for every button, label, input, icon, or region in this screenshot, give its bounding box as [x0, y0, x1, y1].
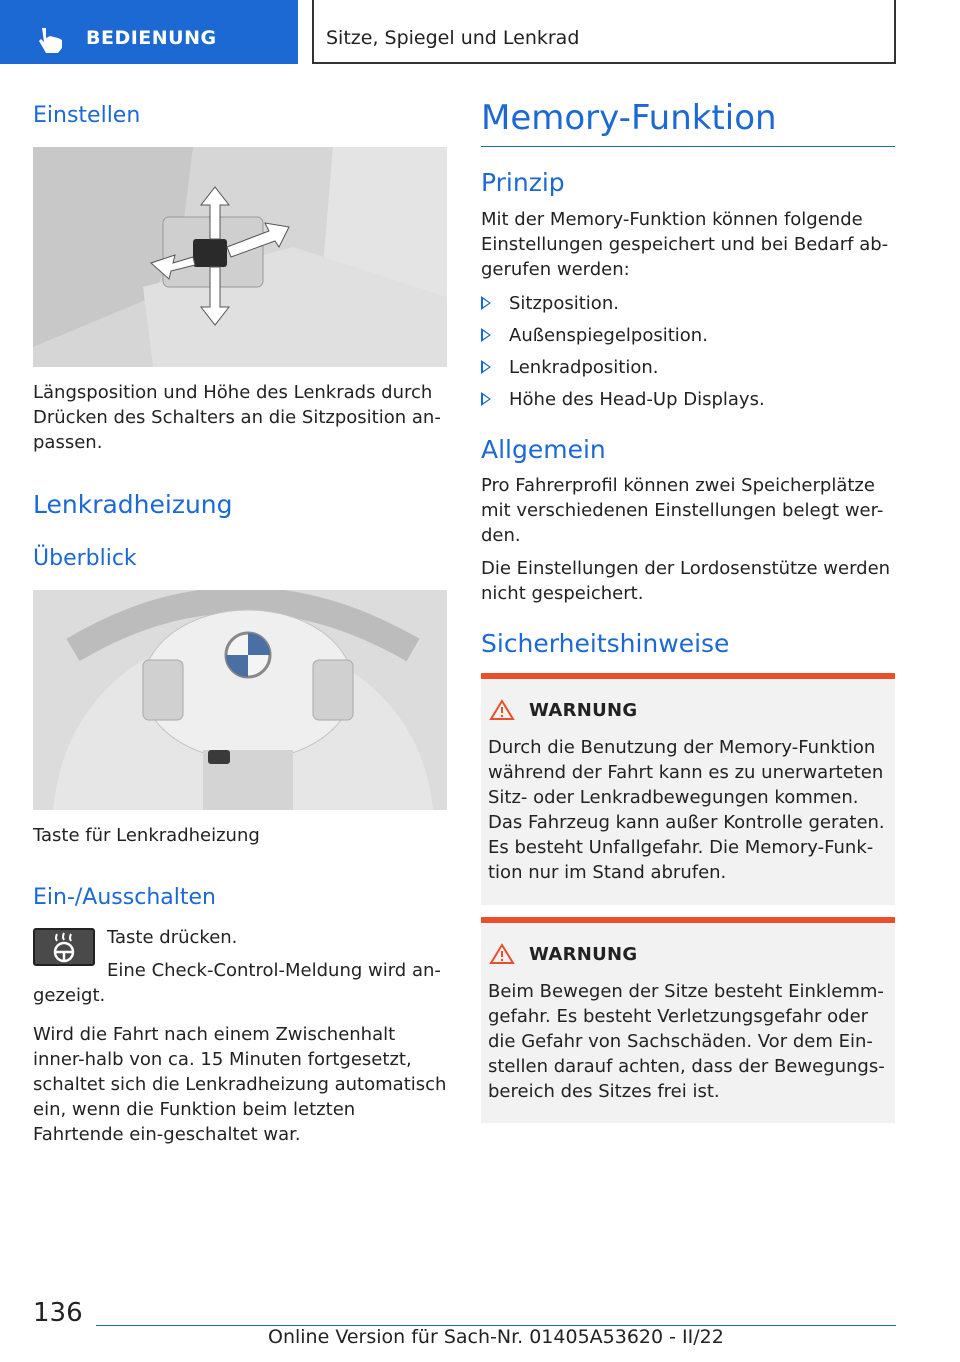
steering-column-switch-image — [33, 147, 447, 367]
heading-sicherheitshinweise: Sicherheitshinweise — [481, 629, 730, 658]
warning-text: Beim Bewegen der Sitze besteht Einklemm-gefahr. Es besteht Verletzungsgefahr oder die Gefahr von Sachschäden. Vor dem Ein-stellen darauf achten, dass der Bewegungs-bereich des Sitzes frei ist. — [488, 981, 885, 1102]
list-item: Außenspiegelposition. — [481, 323, 895, 355]
ueberblick-caption: Taste für Lenkradheizung — [33, 825, 260, 846]
einstellen-text: Längsposition und Höhe des Lenkrads durch Drücken des Schalters an die Sitzposition an-passen. — [33, 382, 441, 453]
heading-ueberblick: Überblick — [33, 546, 137, 571]
steering-wheel-image — [33, 590, 447, 810]
warning-label: WARNUNG — [529, 943, 638, 965]
heading-prinzip: Prinzip — [481, 168, 565, 197]
warning-header — [489, 699, 637, 721]
list-item: Sitzposition. — [481, 291, 895, 323]
heading-memory-funktion: Memory-Funktion — [481, 98, 777, 138]
warning-triangle-icon — [489, 699, 515, 721]
heading-einstellen: Einstellen — [33, 103, 141, 128]
list-item: Lenkradposition. — [481, 355, 895, 387]
section-label: BEDIENUNG — [86, 27, 217, 49]
warning-box — [481, 917, 895, 1123]
footer-online-version: Online Version für Sach-Nr. 01405A53620 - II/22 — [268, 1326, 724, 1348]
warning-triangle-icon — [489, 943, 515, 965]
allgemein-text-2: Die Einstellungen der Lordosenstütze werden nicht gespeichert. — [481, 558, 891, 604]
page-header — [0, 0, 960, 66]
list-item: Höhe des Head-Up Displays. — [481, 387, 895, 419]
steering-wheel-heating-button-icon — [33, 928, 95, 966]
triangle-bullet-icon — [481, 296, 491, 310]
allgemein-text-1: Pro Fahrerprofil können zwei Speicherplätze mit verschiedenen Einstellungen belegt wer-den. — [481, 475, 884, 546]
prinzip-text: Mit der Memory-Funktion können folgende Einstellungen gespeichert und bei Bedarf ab-gerufen werden: — [481, 209, 889, 280]
warning-header — [489, 943, 637, 965]
ein-aus-step-2a: Eine Check-Control-Meldung wird an- — [107, 960, 441, 981]
triangle-bullet-icon — [481, 360, 491, 374]
heading-allgemein: Allgemein — [481, 435, 606, 464]
triangle-bullet-icon — [481, 392, 491, 406]
warning-text: Durch die Benutzung der Memory-Funktion während der Fahrt kann es zu unerwarteten Sitz- oder Lenkradbewegungen kommen. Das Fahrzeug kann außer Kontrolle geraten. Es besteht Unfallgefahr. Die Memory-Funk-tion nur im Stand abrufen. — [488, 737, 885, 883]
section-tab — [0, 0, 298, 64]
triangle-bullet-icon — [481, 328, 491, 342]
hand-pointer-icon — [36, 26, 68, 54]
chapter-title: Sitze, Spiegel und Lenkrad — [326, 27, 580, 49]
ein-aus-step-2b: gezeigt. — [33, 985, 106, 1006]
page-number: 136 — [33, 1298, 83, 1328]
chapter-tab — [312, 0, 896, 64]
heading-rule — [481, 146, 895, 147]
warning-label: WARNUNG — [529, 699, 638, 721]
ein-aus-step-1: Taste drücken. — [107, 927, 238, 948]
memory-bullet-list — [481, 291, 895, 419]
heading-lenkradheizung: Lenkradheizung — [33, 490, 233, 519]
ein-aus-text: Wird die Fahrt nach einem Zwischenhalt inner-halb von ca. 15 Minuten fortgesetzt, schaltet sich die Lenkradheizung automatisch ein, wenn die Funktion beim letzten Fahrtende ein-geschaltet war. — [33, 1024, 447, 1145]
heading-ein-ausschalten: Ein-/Ausschalten — [33, 885, 216, 910]
warning-box — [481, 673, 895, 905]
